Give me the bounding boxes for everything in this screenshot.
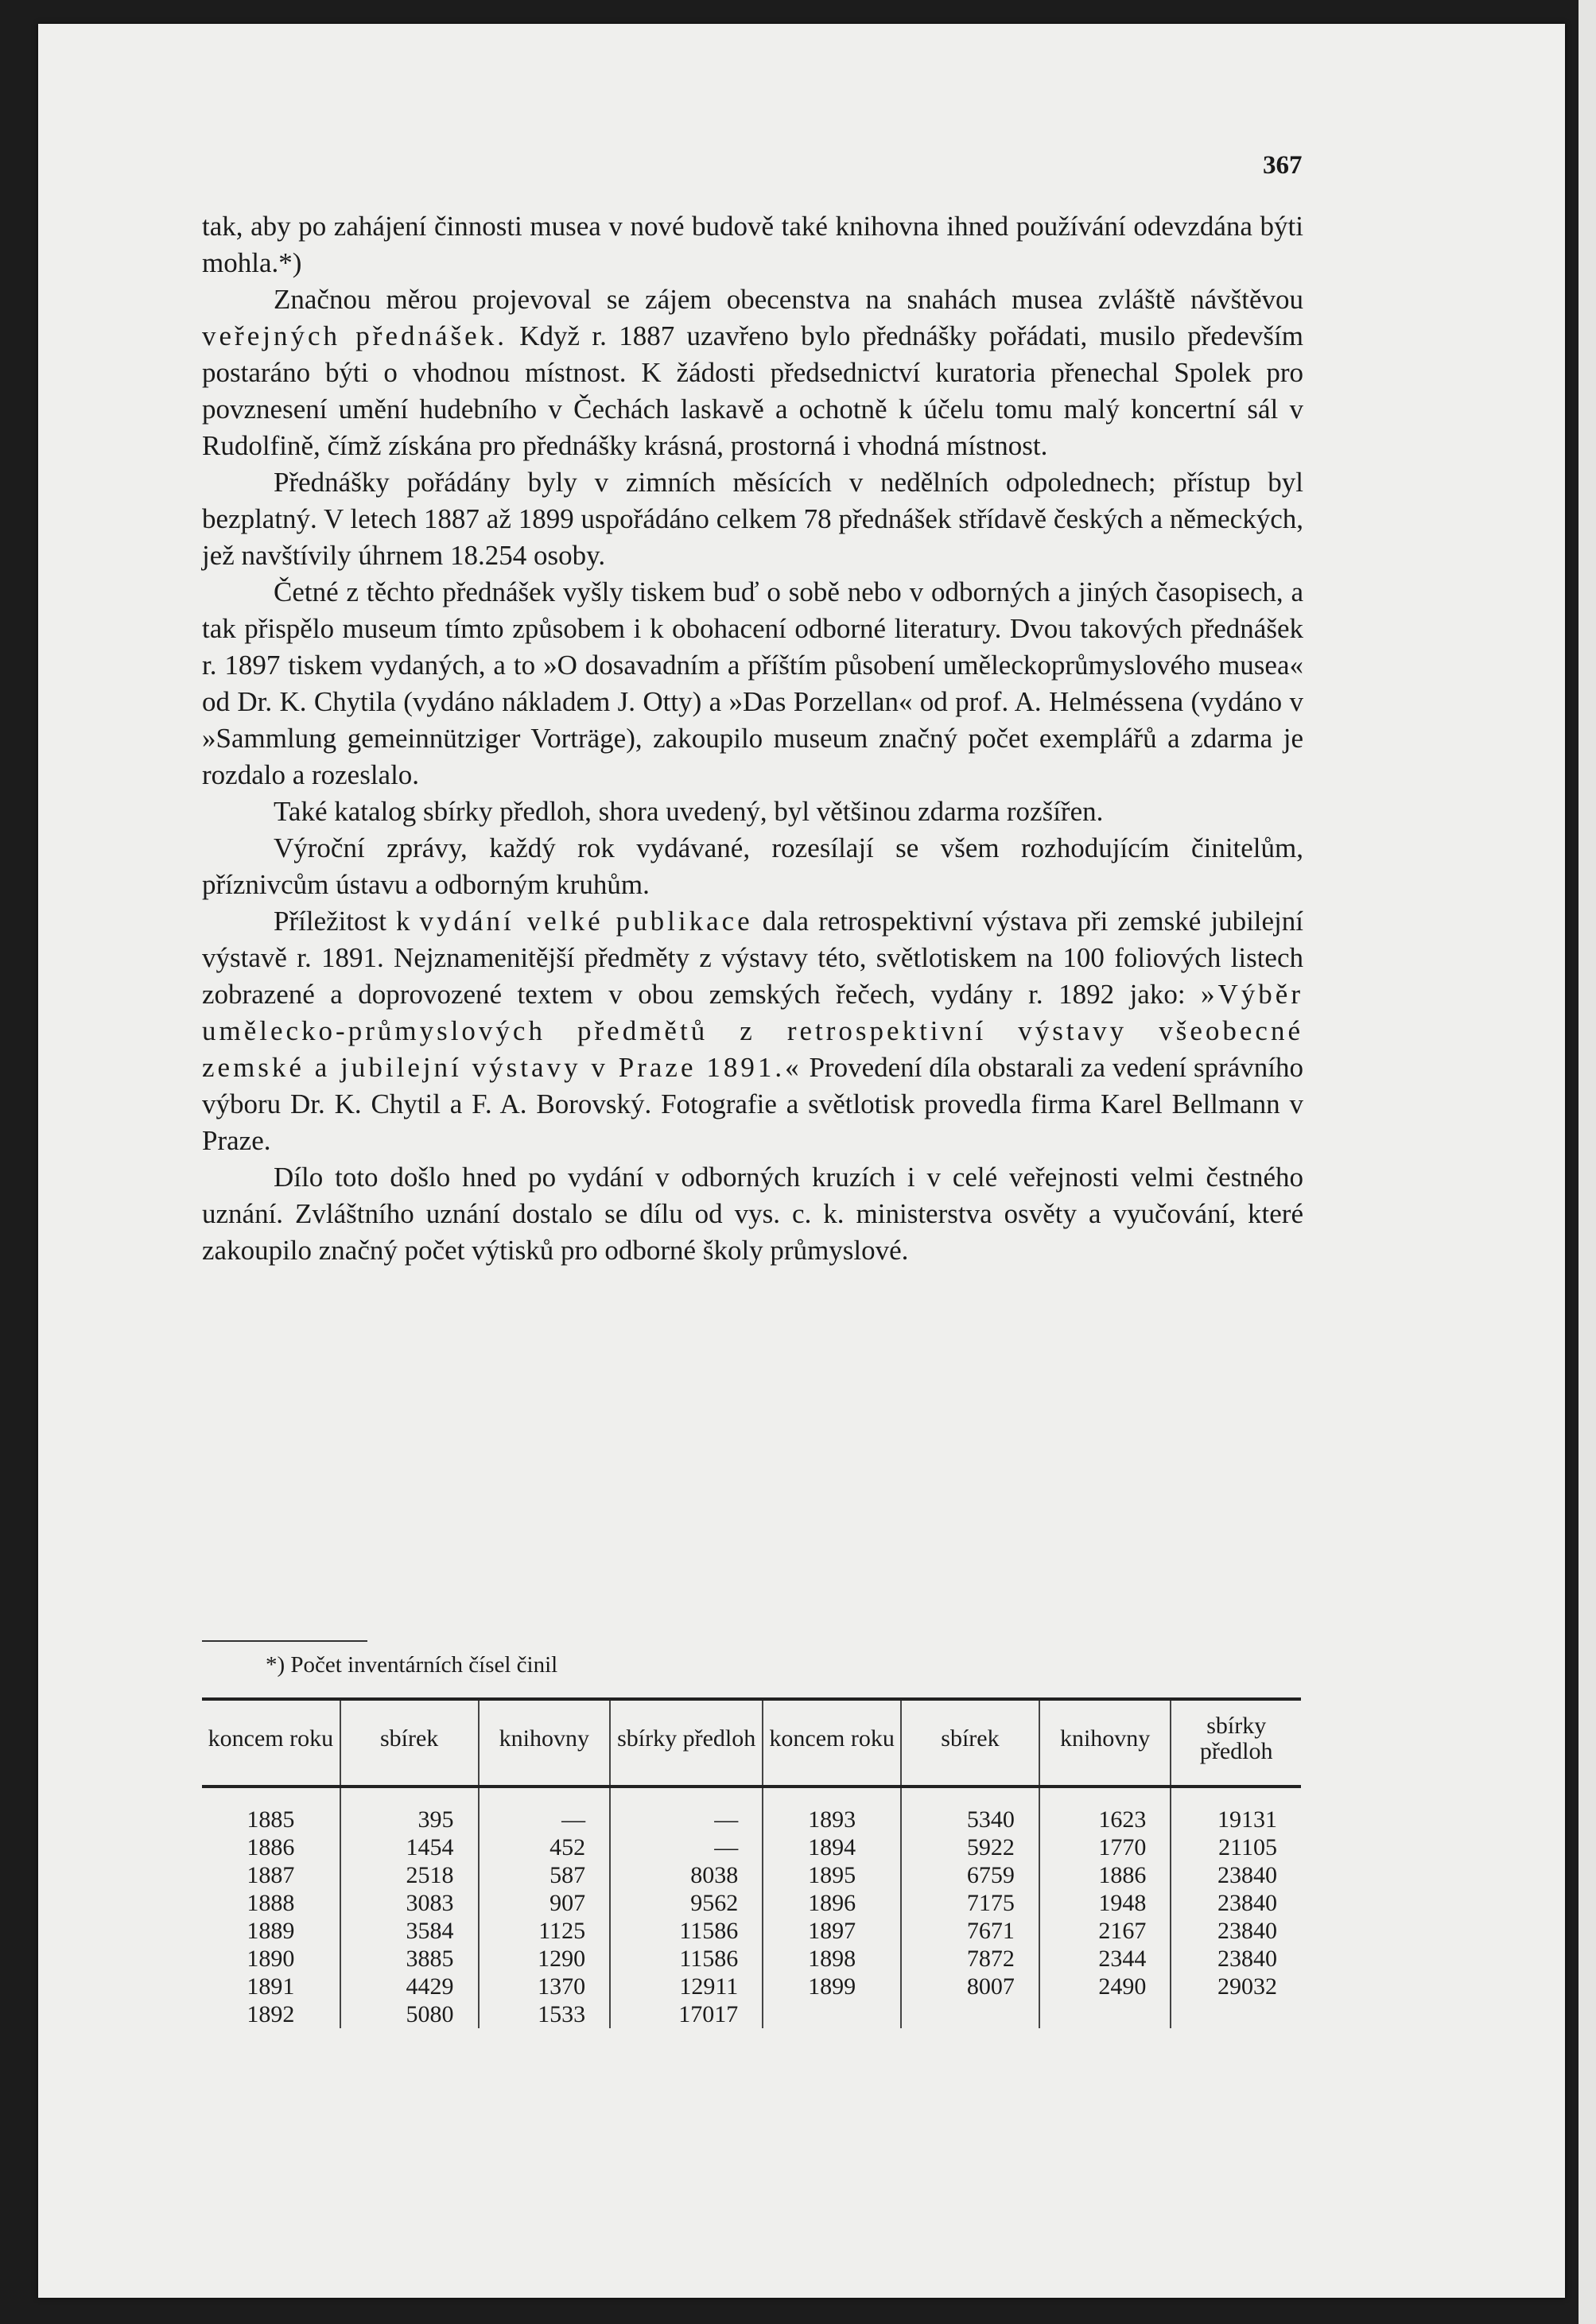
column-header: knihovny [1039, 1699, 1171, 1787]
table-cell [763, 2000, 901, 2028]
paragraph [202, 830, 1303, 903]
page-number: 367 [1263, 151, 1303, 180]
text-run: Značnou měrou projevoval se zájem obecenstva na snahách musea zvláště návštěvou [274, 284, 1303, 315]
table-cell: 5922 [901, 1833, 1039, 1861]
table-cell: 1897 [763, 1917, 901, 1945]
table-cell [1171, 2000, 1301, 2028]
table-row [202, 1973, 1301, 2000]
spacer-cell [202, 1787, 340, 1806]
table-cell: 1454 [340, 1833, 479, 1861]
table-cell: 1125 [479, 1917, 611, 1945]
table-row [202, 2000, 1301, 2028]
table-cell: 8007 [901, 1973, 1039, 2000]
spacer-cell [610, 1787, 763, 1806]
spacer-cell [479, 1787, 611, 1806]
spaced-emphasis: »Výběr umělecko-průmyslových předmětů z retrospektivní výstavy všeobecné zemské a jubilejní výstavy v Praze 1891.« [202, 979, 1303, 1083]
table-spacer-row [202, 1787, 1301, 1806]
scan-edge [1579, 0, 1596, 2324]
table-body [202, 1787, 1301, 2028]
column-header: sbírky předloh [1171, 1699, 1301, 1787]
table-cell: 1770 [1039, 1833, 1171, 1861]
table-row [202, 1945, 1301, 1973]
table-cell: 5340 [901, 1806, 1039, 1833]
table-cell: 9562 [610, 1889, 763, 1917]
table-cell: 11586 [610, 1945, 763, 1973]
paragraph [202, 574, 1303, 793]
body-text [202, 208, 1303, 1269]
table-cell: 7671 [901, 1917, 1039, 1945]
text-run: Příležitost k [274, 906, 420, 937]
column-header: sbírky předloh [610, 1699, 763, 1787]
paragraph [202, 464, 1303, 574]
column-header: knihovny [479, 1699, 611, 1787]
table-cell: 452 [479, 1833, 611, 1861]
table-cell: 1893 [763, 1806, 901, 1833]
table-row [202, 1917, 1301, 1945]
table-cell: 1896 [763, 1889, 901, 1917]
table-cell: 1895 [763, 1861, 901, 1889]
table-cell: 1885 [247, 1806, 295, 1833]
table-cell: 2490 [1039, 1973, 1171, 2000]
table-cell: 6759 [901, 1861, 1039, 1889]
paragraph [202, 903, 1303, 1159]
paragraph [202, 281, 1303, 464]
text-run: Výroční zprávy, každý rok vydávané, rozesílají se všem rozhodujícím činitelům, příznivcům ústavu a odborným kruhům. [202, 832, 1303, 900]
table-cell: 1888 [247, 1890, 295, 1916]
table-cell: 2344 [1039, 1945, 1171, 1973]
table-cell: 1887 [247, 1862, 295, 1888]
spacer-cell [763, 1787, 901, 1806]
table-cell: 1890 [247, 1946, 295, 1972]
table-cell: 1623 [1039, 1806, 1171, 1833]
footnote-rule [202, 1640, 367, 1642]
column-header: sbírek [901, 1699, 1039, 1787]
table-cell: 1899 [763, 1973, 901, 2000]
table-cell [1039, 2000, 1171, 2028]
table-cell: 7175 [901, 1889, 1039, 1917]
column-header: sbírek [340, 1699, 479, 1787]
spaced-emphasis: vydání velké publikace [419, 906, 753, 937]
text-run: Také katalog sbírky předloh, shora uvedený, byl většinou zdarma rozšířen. [274, 796, 1104, 827]
table-cell: 1891 [247, 1973, 295, 2000]
table-cell: 1886 [1039, 1861, 1171, 1889]
table-cell: 3885 [340, 1945, 479, 1973]
table-cell: 23840 [1171, 1861, 1301, 1889]
table-header-row [202, 1699, 1301, 1787]
table-row [202, 1861, 1301, 1889]
table-cell: 5080 [340, 2000, 479, 2028]
table-cell: 23840 [1171, 1917, 1301, 1945]
table-cell: 1892 [247, 2001, 295, 2027]
text-run: Provedení díla obstarali za vedení správního výboru Dr. K. Chytil a F. A. Borovský. Fotografie a světlotisk provedla firma Karel Bellmann v Praze. [202, 1052, 1303, 1156]
table-cell: — [479, 1806, 611, 1833]
spacer-cell [340, 1787, 479, 1806]
table-cell: 4429 [340, 1973, 479, 2000]
table-cell: 1533 [479, 2000, 611, 2028]
spacer-cell [1039, 1787, 1171, 1806]
table-cell: 23840 [1171, 1945, 1301, 1973]
table-cell: 1290 [479, 1945, 611, 1973]
column-header: koncem roku [763, 1699, 901, 1787]
text-run: Dílo toto došlo hned po vydání v odborných kruzích i v celé veřejnosti velmi čestného uznání. Zvláštního uznání dostalo se dílu od vys. c. k. ministerstva osvěty a vyučování, které zakoupilo značný počet výtisků pro odborné školy průmyslové. [202, 1162, 1303, 1266]
table-cell: 3584 [340, 1917, 479, 1945]
table-cell: 1886 [247, 1834, 295, 1860]
table-cell: 587 [479, 1861, 611, 1889]
paragraph [202, 1159, 1303, 1269]
table-cell [901, 2000, 1039, 2028]
table-cell: 395 [340, 1806, 479, 1833]
table-cell: 21105 [1171, 1833, 1301, 1861]
table-cell: 2167 [1039, 1917, 1171, 1945]
table-cell: 3083 [340, 1889, 479, 1917]
inventory-table [202, 1697, 1301, 2028]
table-cell: 19131 [1171, 1806, 1301, 1833]
text-run: tak, aby po zahájení činnosti musea v nové budově také knihovna ihned používání odevzdána býti mohla.*) [202, 211, 1303, 278]
table-cell: 12911 [610, 1973, 763, 2000]
table-cell: 23840 [1171, 1889, 1301, 1917]
table-cell: 29032 [1171, 1973, 1301, 2000]
table-cell: 2518 [340, 1861, 479, 1889]
table-cell: 17017 [610, 2000, 763, 2028]
spaced-emphasis: veřejných přednášek. [202, 320, 507, 351]
table-row [202, 1889, 1301, 1917]
table-cell: 1948 [1039, 1889, 1171, 1917]
table-cell: 7872 [901, 1945, 1039, 1973]
table-cell: 8038 [610, 1861, 763, 1889]
table-cell: 1889 [247, 1918, 295, 1944]
table-cell: 1894 [763, 1833, 901, 1861]
spacer-cell [901, 1787, 1039, 1806]
table-row [202, 1833, 1301, 1861]
footnote: *) Počet inventárních čísel činil [266, 1652, 558, 1678]
spacer-cell [1171, 1787, 1301, 1806]
table-cell: — [610, 1806, 763, 1833]
table-cell: 1370 [479, 1973, 611, 2000]
paragraph [202, 208, 1303, 281]
text-run: Když r. 1887 uzavřeno bylo přednášky pořádati, musilo především postaráno býti o vhodnou místnost. K žádosti předsednictví kuratoria přenechal Spolek pro povznesení umění hudebního v Čechách laskavě a ochotně k účelu tomu malý koncertní sál v Rudolfině, čímž získána pro přednášky krásná, prostorná i vhodná místnost. [202, 320, 1304, 461]
table-cell: 11586 [610, 1917, 763, 1945]
table-row [202, 1806, 1301, 1833]
paragraph [202, 793, 1303, 830]
table-cell: 1898 [763, 1945, 901, 1973]
text-run: dala retrospektivní výstava při zemské jubilejní výstavě r. 1891. Nejznamenitější předměty z výstavy této, světlotiskem na 100 foliových listech zobrazené a doprovozené textem v obou zemských řečech, vydány r. 1892 jako: [202, 906, 1304, 1010]
text-run: Četné z těchto přednášek vyšly tiskem buď o sobě nebo v odborných a jiných časopisech, a tak přispělo museum tímto způsobem i k obohacení odborné literatury. Dvou takových přednášek r. 1897 tiskem vydaných, a to »O dosavadním a příštím působení uměleckoprůmyslového musea« od Dr. K. Chytila (vydáno nákladem J. Otty) a »Das Porzellan« od prof. A. Helméssena (vydáno v »Sammlung gemeinnütziger Vorträge), zakoupilo museum značný počet exemplářů a zdarma je rozdalo a rozeslalo. [202, 576, 1303, 790]
text-run: Přednášky pořádány byly v zimních měsících v nedělních odpolednech; přístup byl bezplatný. V letech 1887 až 1899 uspořádáno celkem 78 přednášek střídavě českých a německých, jež navštívily úhrnem 18.254 osoby. [202, 467, 1303, 571]
table-cell: 907 [479, 1889, 611, 1917]
column-header: koncem roku [202, 1699, 340, 1787]
table-cell: — [610, 1833, 763, 1861]
